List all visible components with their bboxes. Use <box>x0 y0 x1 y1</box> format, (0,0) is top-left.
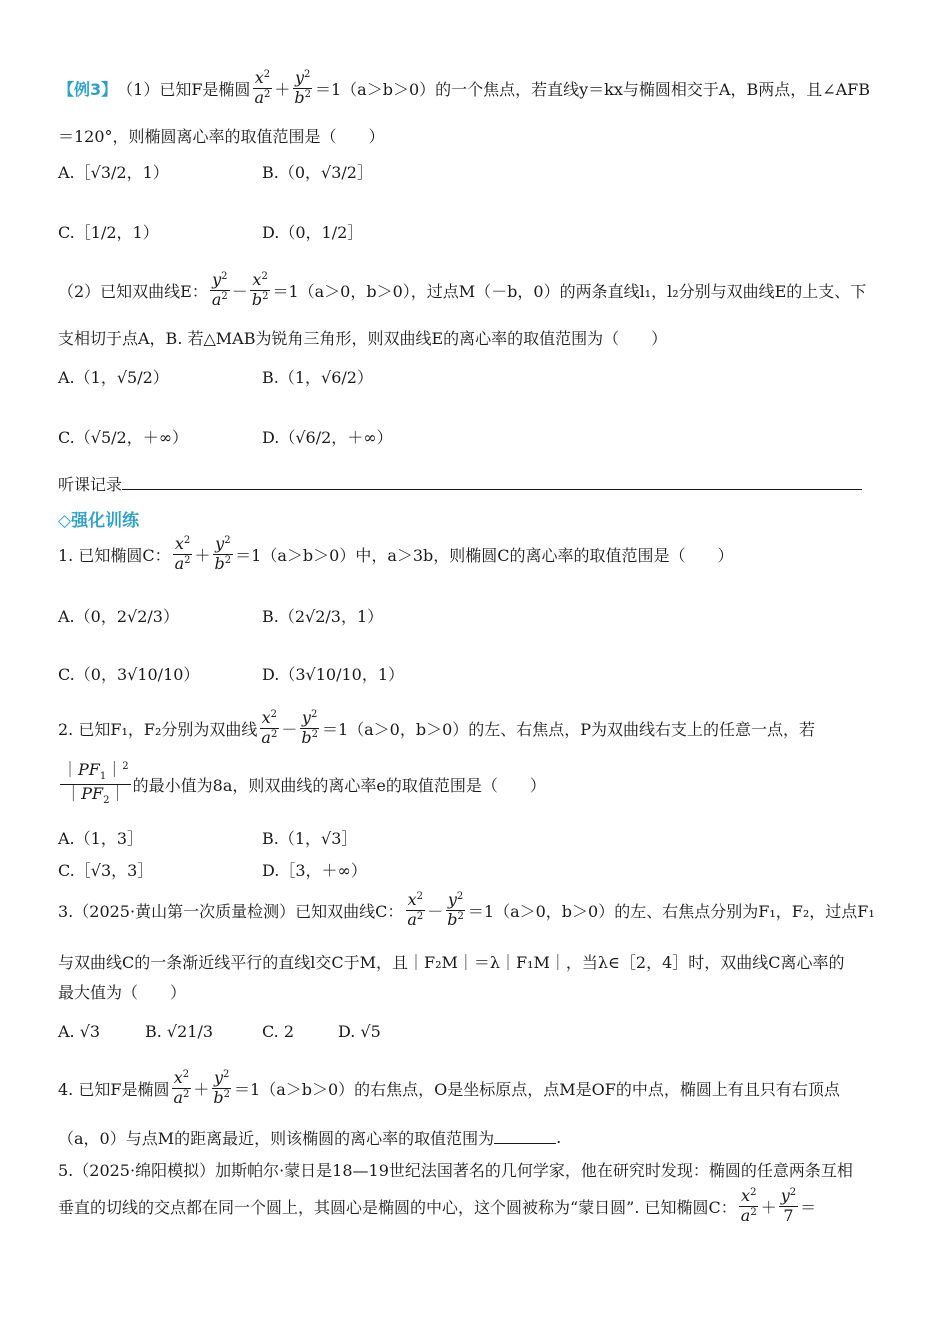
q1-option-c: C.（0，3√10/10） <box>58 665 200 684</box>
ex3-p2-option-d: D.（√6/2，＋∞） <box>262 428 393 447</box>
q3-option-d: D. √5 <box>338 1022 381 1041</box>
q2-text-b: ＝1（a＞0，b＞0）的左、右焦点，P为双曲线右支上的任意一点，若 <box>321 719 816 739</box>
q2-fraction-x: $\frac{x^2}{a^2}$ <box>261 708 278 747</box>
q5-fraction-x: $\frac{x^2}{a^2}$ <box>740 1186 757 1225</box>
q3-option-c: C. 2 <box>262 1022 295 1041</box>
ex3-p2-option-c: C.（√5/2，＋∞） <box>58 428 189 447</box>
q4-fraction-y: $\frac{y^2}{b^2}$ <box>213 1068 231 1107</box>
q2-option-b: B.（1，√3］ <box>262 829 358 848</box>
q3-text-a: 3.（2025·黄山第一次质量检测）已知双曲线C： <box>58 901 404 921</box>
answer-blank[interactable] <box>494 1131 556 1144</box>
ex3-p1-option-d: D.（0，1/2］ <box>262 223 364 242</box>
ex3-p1-text-a: （1）已知F是椭圆 <box>117 79 251 99</box>
q4-text-b: ＝1（a＞b＞0）的右焦点，O是坐标原点，点M是OF的中点，椭圆上有且只有右顶点 <box>234 1079 840 1099</box>
q1-option-a: A.（0，2√2/3） <box>58 607 179 626</box>
q3-line2: 与双曲线C的一条渐近线平行的直线l交C于M，且｜F₂M｜＝λ｜F₁M｜，当λ∈［2，4］时，双曲线C离心率的 <box>58 953 845 972</box>
section-title: ◇强化训练 <box>58 511 140 531</box>
ex3-p1-option-c: C.［1/2，1） <box>58 223 159 242</box>
q5-line2-end: ＝ <box>800 1197 817 1217</box>
q3-option-a: A. √3 <box>58 1022 101 1041</box>
q4-line2-end: . <box>556 1128 562 1147</box>
ex3-p1-option-a: A.［√3/2，1） <box>58 163 169 182</box>
notes-underline <box>122 489 862 490</box>
q4-text-a: 4. 已知F是椭圆 <box>58 1079 170 1099</box>
q5-fraction-y: $\frac{y^2}{7}$ <box>780 1186 797 1225</box>
ex3-p1-text-b: ＝1（a＞b＞0）的一个焦点，若直线y＝kx与椭圆相交于A，B两点，且∠AFB <box>315 79 871 99</box>
q2-distance-ratio: $\frac{|PF_1|^2}{|PF_2|}$ <box>62 760 129 806</box>
q4-line2 <box>58 1126 561 1149</box>
ex3-p1-line1: 【例3】 （1）已知F是椭圆 $\frac{x^2}{a^2}$ ＋ $\frac{y^2}{b^2}$ ＝1（a＞b＞0）的一个焦点，若直线y＝kx与椭圆相交于A，B两点，且∠AFB <box>58 68 871 107</box>
q4-fraction-x: $\frac{x^2}{a^2}$ <box>173 1068 190 1107</box>
q3-fraction-y: $\frac{y^2}{b^2}$ <box>447 890 464 929</box>
q3-option-b: B. √21/3 <box>145 1022 214 1041</box>
ex3-p2-option-b: B.（1，√6/2） <box>262 368 373 387</box>
q5-line1: 5.（2025·绵阳模拟）加斯帕尔·蒙日是18—19世纪法国著名的几何学家，他在研究时发现：椭圆的任意两条互相 <box>58 1161 853 1180</box>
ellipse-fraction-x: $\frac{x^2}{a^2}$ <box>254 68 271 107</box>
hyperbola-fraction-y: $\frac{y^2}{a^2}$ <box>211 270 228 309</box>
q1-line1: 1. 已知椭圆C： $\frac{x^2}{a^2}$ ＋ $\frac{y^2}{b^2}$ ＝1（a＞b＞0）中，a＞3b，则椭圆C的离心率的取值范围是（ ） <box>58 534 734 573</box>
q1-fraction-y: $\frac{y^2}{b^2}$ <box>214 534 232 573</box>
q5-line2: 垂直的切线的交点都在同一个圆上，其圆心是椭圆的中心，这个圆被称为“蒙日圆”. 已知椭圆C： $\frac{x^2}{a^2}$ ＋ $\frac{y^2}{7}$ ＝ <box>58 1186 817 1225</box>
notes-label: 听课记录 <box>58 475 123 494</box>
q1-text-b: ＝1（a＞b＞0）中，a＞3b，则椭圆C的离心率的取值范围是（ ） <box>235 545 734 565</box>
ex3-p2-option-a: A.（1，√5/2） <box>58 368 169 387</box>
q1-text-a: 1. 已知椭圆C： <box>58 545 171 565</box>
q2-option-d: D.［3，＋∞） <box>262 861 367 880</box>
ex3-p1-option-b: B.（0，√3/2］ <box>262 163 373 182</box>
q2-text-c: 的最小值为8a，则双曲线的离心率e的取值范围是（ ） <box>132 775 546 795</box>
q3-line1: 3.（2025·黄山第一次质量检测）已知双曲线C： $\frac{x^2}{a^2}$ － $\frac{y^2}{b^2}$ ＝1（a＞0，b＞0）的左、右焦点分别为F₁，F₂，过点F₁ <box>58 890 875 929</box>
q4-line1: 4. 已知F是椭圆 $\frac{x^2}{a^2}$ ＋ $\frac{y^2}{b^2}$ ＝1（a＞b＞0）的右焦点，O是坐标原点，点M是OF的中点，椭圆上有且只有右顶点 <box>58 1068 840 1107</box>
hyperbola-fraction-x: $\frac{x^2}{b^2}$ <box>251 270 269 309</box>
q3-fraction-x: $\frac{x^2}{a^2}$ <box>407 890 424 929</box>
q1-option-b: B.（2√2/3，1） <box>262 607 384 626</box>
ellipse-fraction-y: $\frac{y^2}{b^2}$ <box>294 68 311 107</box>
example-tag: 【例3】 <box>58 79 118 99</box>
q2-line1: 2. 已知F₁，F₂分别为双曲线 $\frac{x^2}{a^2}$ － $\frac{y^2}{b^2}$ ＝1（a＞0，b＞0）的左、右焦点，P为双曲线右支上的任意一点，若 <box>58 708 816 747</box>
ex3-p2-line1: （2）已知双曲线E： $\frac{y^2}{a^2}$ － $\frac{x^2}{b^2}$ ＝1（a＞0，b＞0），过点M（－b，0）的两条直线l₁，l₂分别与双曲线E的上支、下 <box>58 270 867 309</box>
q1-fraction-x: $\frac{x^2}{a^2}$ <box>174 534 191 573</box>
q2-text-a: 2. 已知F₁，F₂分别为双曲线 <box>58 719 258 739</box>
ex3-p2-text-a: （2）已知双曲线E： <box>58 281 208 301</box>
q2-option-a: A.（1，3］ <box>58 829 144 848</box>
ex3-p2-text-b: ＝1（a＞0，b＞0），过点M（－b，0）的两条直线l₁，l₂分别与双曲线E的上支、下 <box>272 281 867 301</box>
q1-option-d: D.（3√10/10，1） <box>262 665 405 684</box>
q4-text-line2: （a，0）与点M的距离最近，则该椭圆的离心率的取值范围为 <box>58 1129 495 1148</box>
q2-line2 <box>58 762 546 806</box>
ex3-p1-line2: ＝120°，则椭圆离心率的取值范围是（ ） <box>58 127 385 146</box>
q3-text-b: ＝1（a＞0，b＞0）的左、右焦点分别为F₁，F₂，过点F₁ <box>467 901 875 921</box>
q5-text-line2: 垂直的切线的交点都在同一个圆上，其圆心是椭圆的中心，这个圆被称为“蒙日圆”. 已知椭圆C： <box>58 1197 737 1217</box>
ex3-p2-line2: 支相切于点A，B. 若△MAB为锐角三角形，则双曲线E的离心率的取值范围为（ ） <box>58 329 668 348</box>
q3-line3: 最大值为（ ） <box>58 983 187 1002</box>
q2-fraction-y: $\frac{y^2}{b^2}$ <box>301 708 318 747</box>
q2-option-c: C.［√3，3］ <box>58 861 154 880</box>
